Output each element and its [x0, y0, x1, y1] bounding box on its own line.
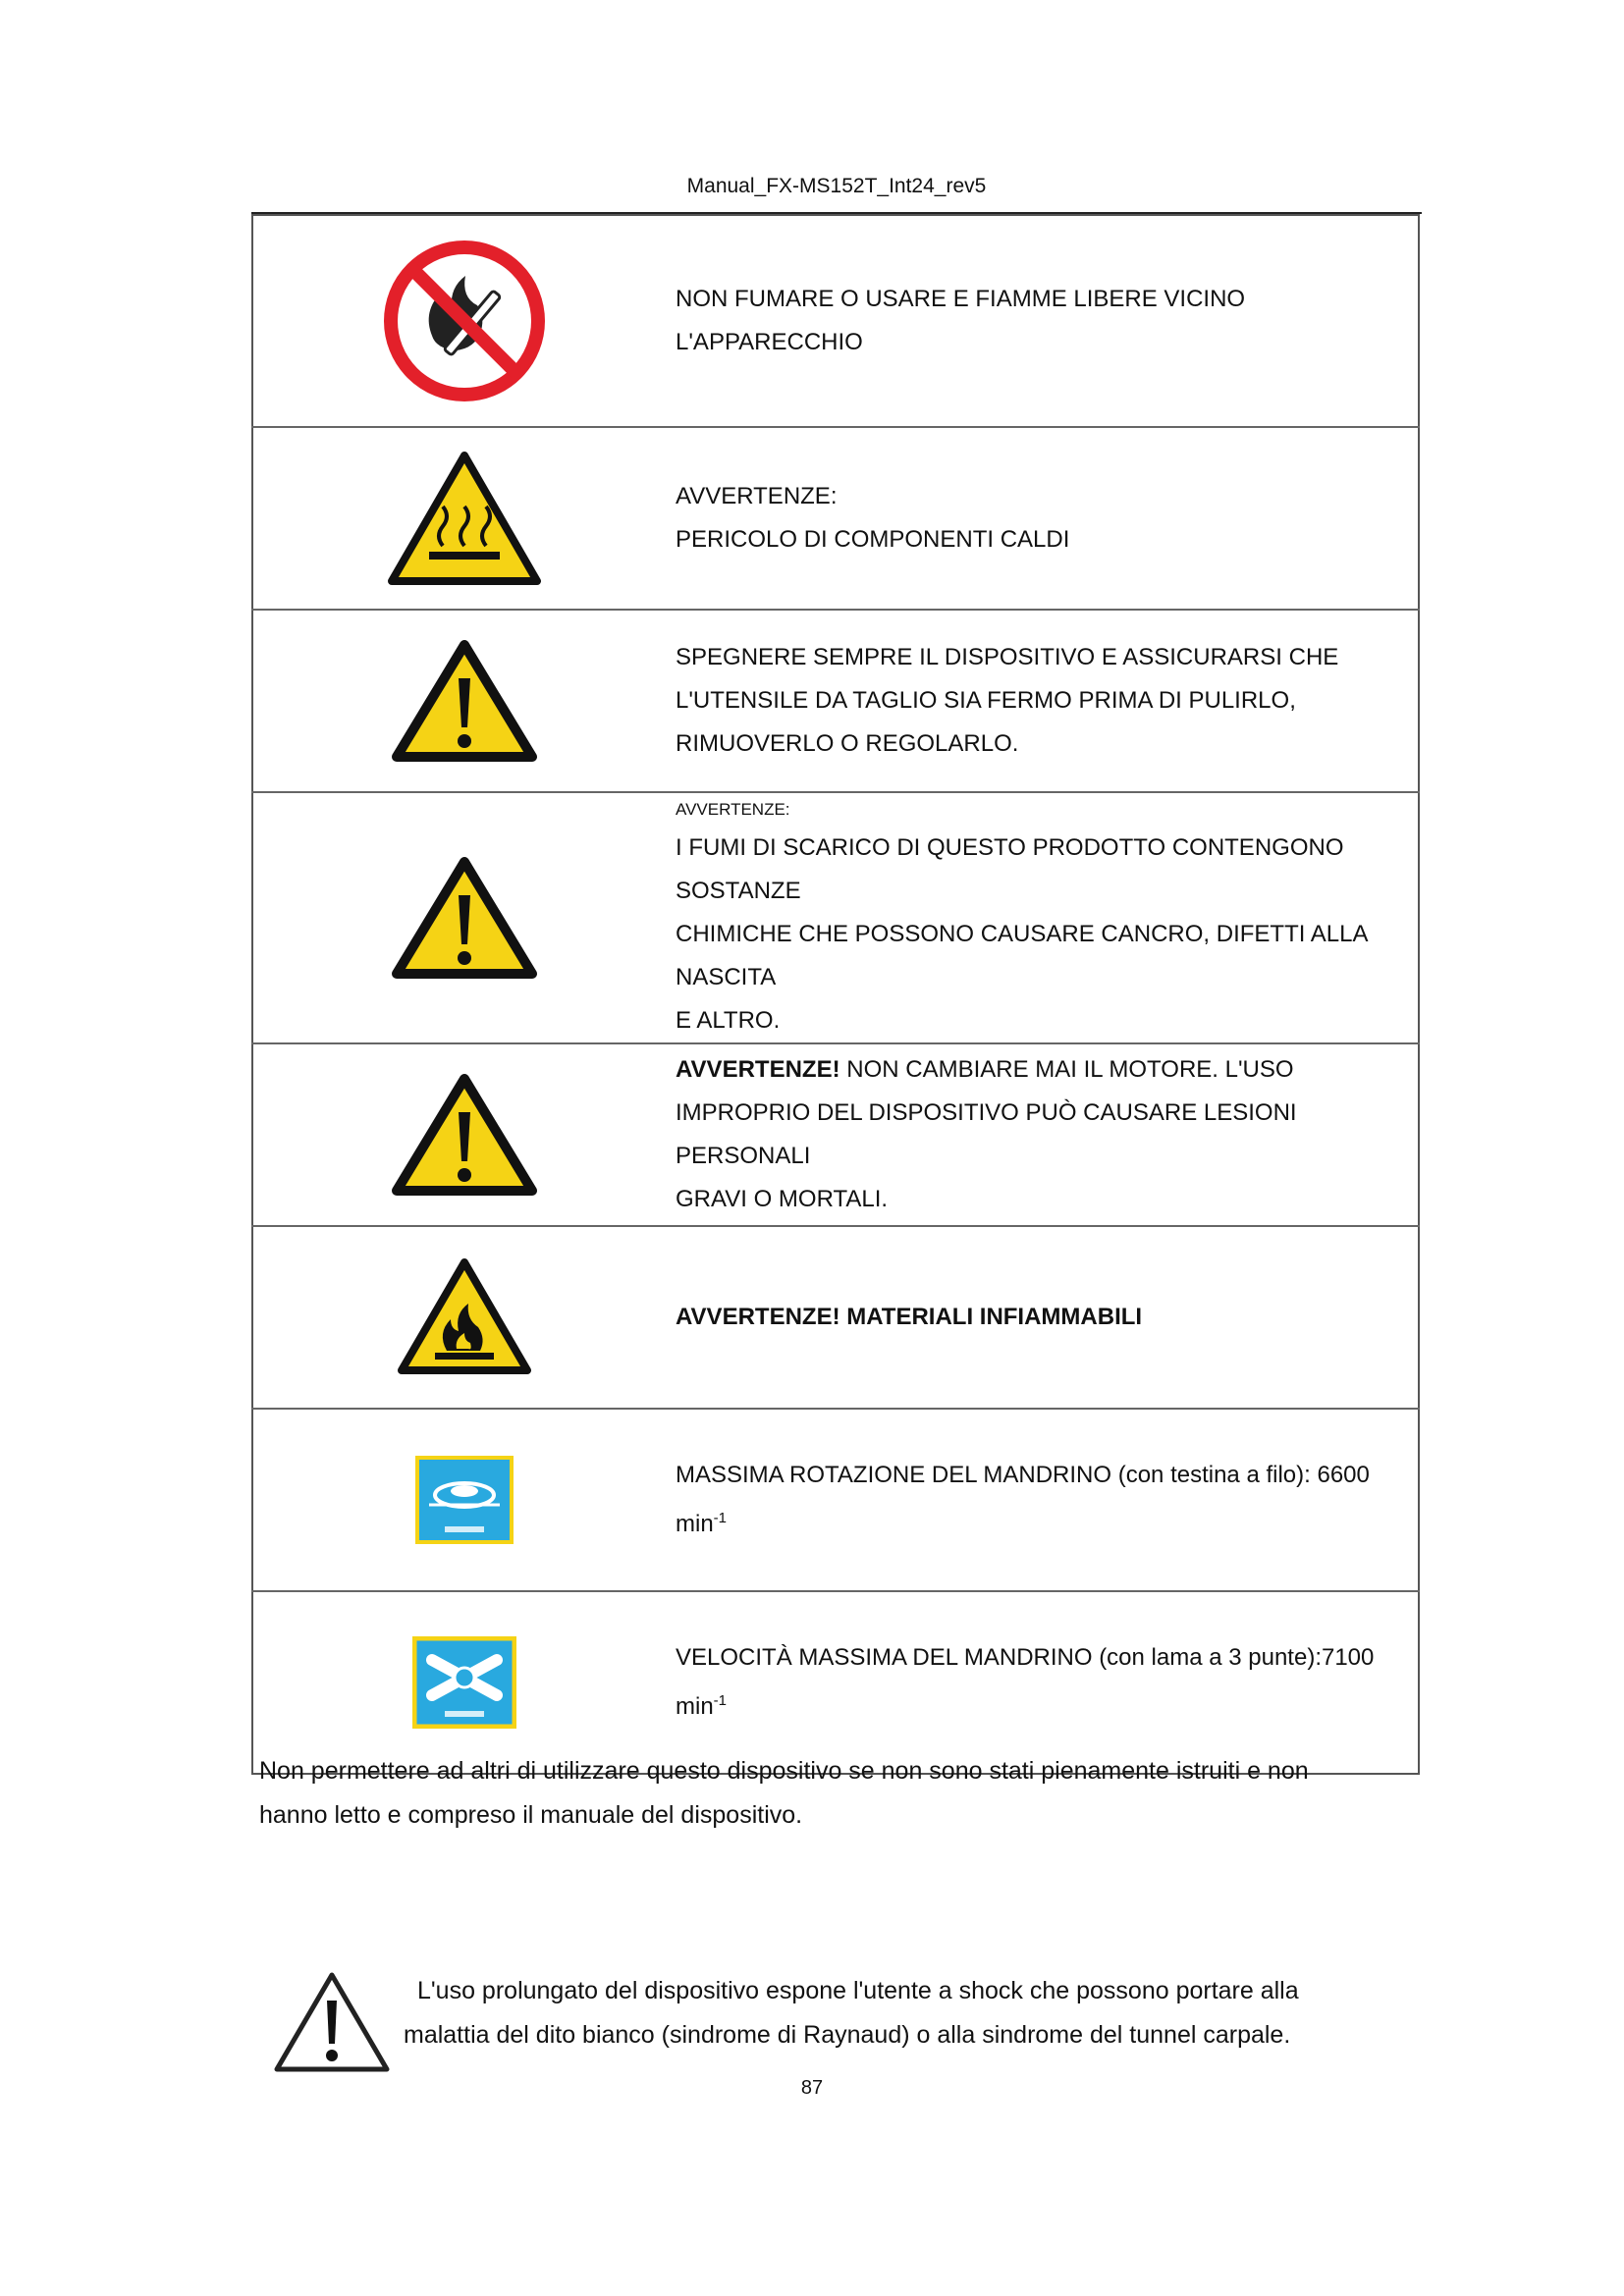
- warning-note-line: L'uso prolungato del dispositivo espone l'utente a shock che possono portare alla: [417, 1977, 1299, 2004]
- safety-signs-table: [251, 214, 1420, 1775]
- instruction-paragraph: [259, 1749, 1398, 1838]
- sign-text-line: L'UTENSILE DA TAGLIO SIA FERMO PRIMA DI PULIRLO,: [676, 687, 1296, 714]
- sign-bold-text: AVVERTENZE! MATERIALI INFIAMMABILI: [676, 1304, 1143, 1330]
- sign-text-line: NON CAMBIARE MAI IL MOTORE. L'USO: [839, 1056, 1294, 1083]
- hot-surface-warning-icon: [386, 450, 543, 587]
- no-smoking-no-open-flame-icon: [381, 238, 548, 404]
- sign-bold-text: AVVERTENZE!: [676, 1056, 840, 1083]
- table-row: [252, 1409, 1419, 1591]
- sign-text-line: IMPROPRIO DEL DISPOSITIVO PUÒ CAUSARE LESIONI PERSONALI: [676, 1099, 1297, 1169]
- sign-text-line: CHIMICHE CHE POSSONO CAUSARE CANCRO, DIFETTI ALLA NASCITA: [676, 921, 1368, 990]
- table-row: [252, 792, 1419, 1043]
- warning-note-text: [404, 1969, 1395, 2057]
- unit-exponent: -1: [713, 1510, 728, 1526]
- warning-note-line: malattia del dito bianco (sindrome di Raynaud) o alla sindrome del tunnel carpale.: [404, 2021, 1291, 2049]
- three-tooth-blade-spindle-speed-icon: [412, 1636, 516, 1729]
- paragraph-line: hanno letto e compreso il manuale del dispositivo.: [259, 1801, 803, 1829]
- sign-text-line: E ALTRO.: [676, 1007, 781, 1034]
- table-row: [252, 1043, 1419, 1226]
- sign-text-line: L'APPARECCHIO: [676, 329, 863, 355]
- general-warning-icon: [391, 854, 538, 982]
- sign-text-line: RIMUOVERLO O REGOLARLO.: [676, 730, 1019, 757]
- general-warning-icon: [391, 637, 538, 765]
- sign-text-line: SPEGNERE SEMPRE IL DISPOSITIVO E ASSICURARSI CHE: [676, 644, 1339, 670]
- table-row: [252, 610, 1419, 792]
- unit-text: min: [676, 1693, 714, 1720]
- sign-text-line: GRAVI O MORTALI.: [676, 1186, 889, 1212]
- document-header: Manual_FX-MS152T_Int24_rev5: [686, 175, 987, 197]
- sign-text-line: NON FUMARE O USARE E FIAMME LIBERE VICINO: [676, 286, 1246, 312]
- sign-label: AVVERTENZE:: [676, 800, 790, 819]
- page-number: 87: [800, 2077, 824, 2099]
- sign-text-line: I FUMI DI SCARICO DI QUESTO PRODOTTO CONTENGONO SOSTANZE: [676, 834, 1344, 904]
- sign-text-line: VELOCITÀ MASSIMA DEL MANDRINO (con lama a 3 punte):7100: [676, 1644, 1375, 1671]
- table-row: [252, 215, 1419, 427]
- sign-text-line: PERICOLO DI COMPONENTI CALDI: [676, 526, 1070, 553]
- flammable-materials-warning-icon: [396, 1256, 533, 1378]
- exclamation-warning-icon: [271, 1969, 393, 2077]
- table-row: [252, 1591, 1419, 1774]
- table-row: [252, 1226, 1419, 1409]
- sign-text-line: AVVERTENZE:: [676, 483, 838, 509]
- unit-text: min: [676, 1511, 714, 1537]
- general-warning-icon: [391, 1071, 538, 1199]
- table-row: [252, 427, 1419, 610]
- paragraph-line: Non permettere ad altri di utilizzare questo dispositivo se non sono stati pienamente istruiti e non: [259, 1757, 1309, 1785]
- unit-exponent: -1: [713, 1692, 728, 1709]
- sign-text-line: MASSIMA ROTAZIONE DEL MANDRINO (con testina a filo): 6600: [676, 1462, 1370, 1488]
- trimmer-head-spindle-speed-icon: [415, 1456, 514, 1544]
